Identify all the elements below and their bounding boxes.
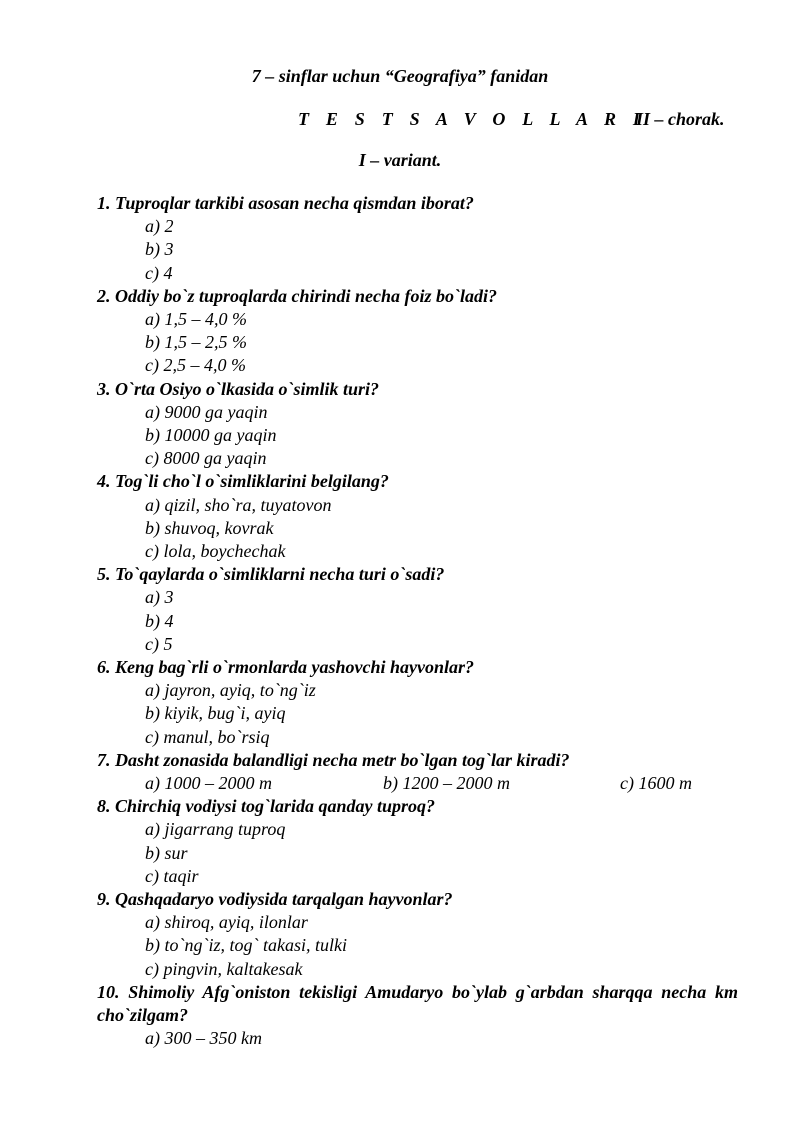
question: 9. Qashqadaryo vodiysida tarqalgan hayvonlar? bbox=[97, 889, 453, 910]
answer-option: c) 4 bbox=[145, 262, 173, 283]
header-row bbox=[0, 109, 800, 133]
answer-option: c) 1600 m bbox=[620, 773, 692, 794]
answer-option: a) 3 bbox=[145, 587, 174, 608]
test-label: T E S T S A V O L L A R I bbox=[298, 109, 647, 129]
answer-option: a) jigarrang tuproq bbox=[145, 819, 286, 840]
answer-option: a) jayron, ayiq, to`ng`iz bbox=[145, 680, 316, 701]
answer-option: a) 1000 – 2000 m bbox=[145, 773, 272, 794]
question: 8. Chirchiq vodiysi tog`larida qanday tuproq? bbox=[97, 796, 436, 817]
answer-option: b) 1,5 – 2,5 % bbox=[145, 332, 247, 353]
answer-option: a) 9000 ga yaqin bbox=[145, 401, 268, 422]
answer-option: b) 4 bbox=[145, 610, 174, 631]
question: 2. Oddiy bo`z tuproqlarda chirindi necha foiz bo`ladi? bbox=[97, 285, 498, 306]
answer-option: c) 2,5 – 4,0 % bbox=[145, 355, 246, 376]
quarter-label: II – chorak. bbox=[636, 109, 725, 129]
answer-option: c) taqir bbox=[145, 865, 199, 886]
answer-option: a) 2 bbox=[145, 216, 174, 237]
answer-option: b) 10000 ga yaqin bbox=[145, 425, 277, 446]
answer-option: c) 8000 ga yaqin bbox=[145, 448, 267, 469]
answer-option: c) 5 bbox=[145, 633, 173, 654]
answer-option: a) 300 – 350 km bbox=[145, 1028, 262, 1049]
answer-option: b) shuvoq, kovrak bbox=[145, 517, 274, 538]
answer-option: c) manul, bo`rsiq bbox=[145, 726, 270, 747]
answer-option: c) pingvin, kaltakesak bbox=[145, 958, 303, 979]
answer-option: b) 3 bbox=[145, 239, 174, 260]
variant-label: I – variant. bbox=[358, 150, 442, 170]
answer-option: b) 1200 – 2000 m bbox=[383, 773, 510, 794]
question: 3. O`rta Osiyo o`lkasida o`simlik turi? bbox=[97, 378, 380, 399]
answer-option: a) qizil, sho`ra, tuyatovon bbox=[145, 494, 332, 515]
answer-option: b) to`ng`iz, tog` takasi, tulki bbox=[145, 935, 347, 956]
question: 7. Dasht zonasida balandligi necha metr bo`lgan tog`lar kiradi? bbox=[97, 749, 570, 770]
question: 4. Tog`li cho`l o`simliklarini belgilang? bbox=[97, 471, 389, 492]
answer-option: a) shiroq, ayiq, ilonlar bbox=[145, 912, 308, 933]
document-title: 7 – sinflar uchun “Geografiya” fanidan bbox=[251, 66, 549, 86]
question: 5. To`qaylarda o`simliklarni necha turi o`sadi? bbox=[97, 564, 445, 585]
answer-option: b) kiyik, bug`i, ayiq bbox=[145, 703, 286, 724]
question: 1. Tuproqlar tarkibi asosan necha qismdan iborat? bbox=[97, 193, 474, 213]
question: 6. Keng bag`rli o`rmonlarda yashovchi hayvonlar? bbox=[97, 657, 475, 678]
answer-option: c) lola, boychechak bbox=[145, 541, 286, 562]
answer-option: a) 1,5 – 4,0 % bbox=[145, 309, 247, 330]
question: 10. Shimoliy Afg`oniston tekisligi Amudaryo bo`ylab g`arbdan sharqqa necha km cho`zilgam? bbox=[97, 981, 738, 1026]
answer-row bbox=[97, 772, 738, 795]
question-list bbox=[97, 192, 738, 1051]
answer-option: b) sur bbox=[145, 842, 188, 863]
